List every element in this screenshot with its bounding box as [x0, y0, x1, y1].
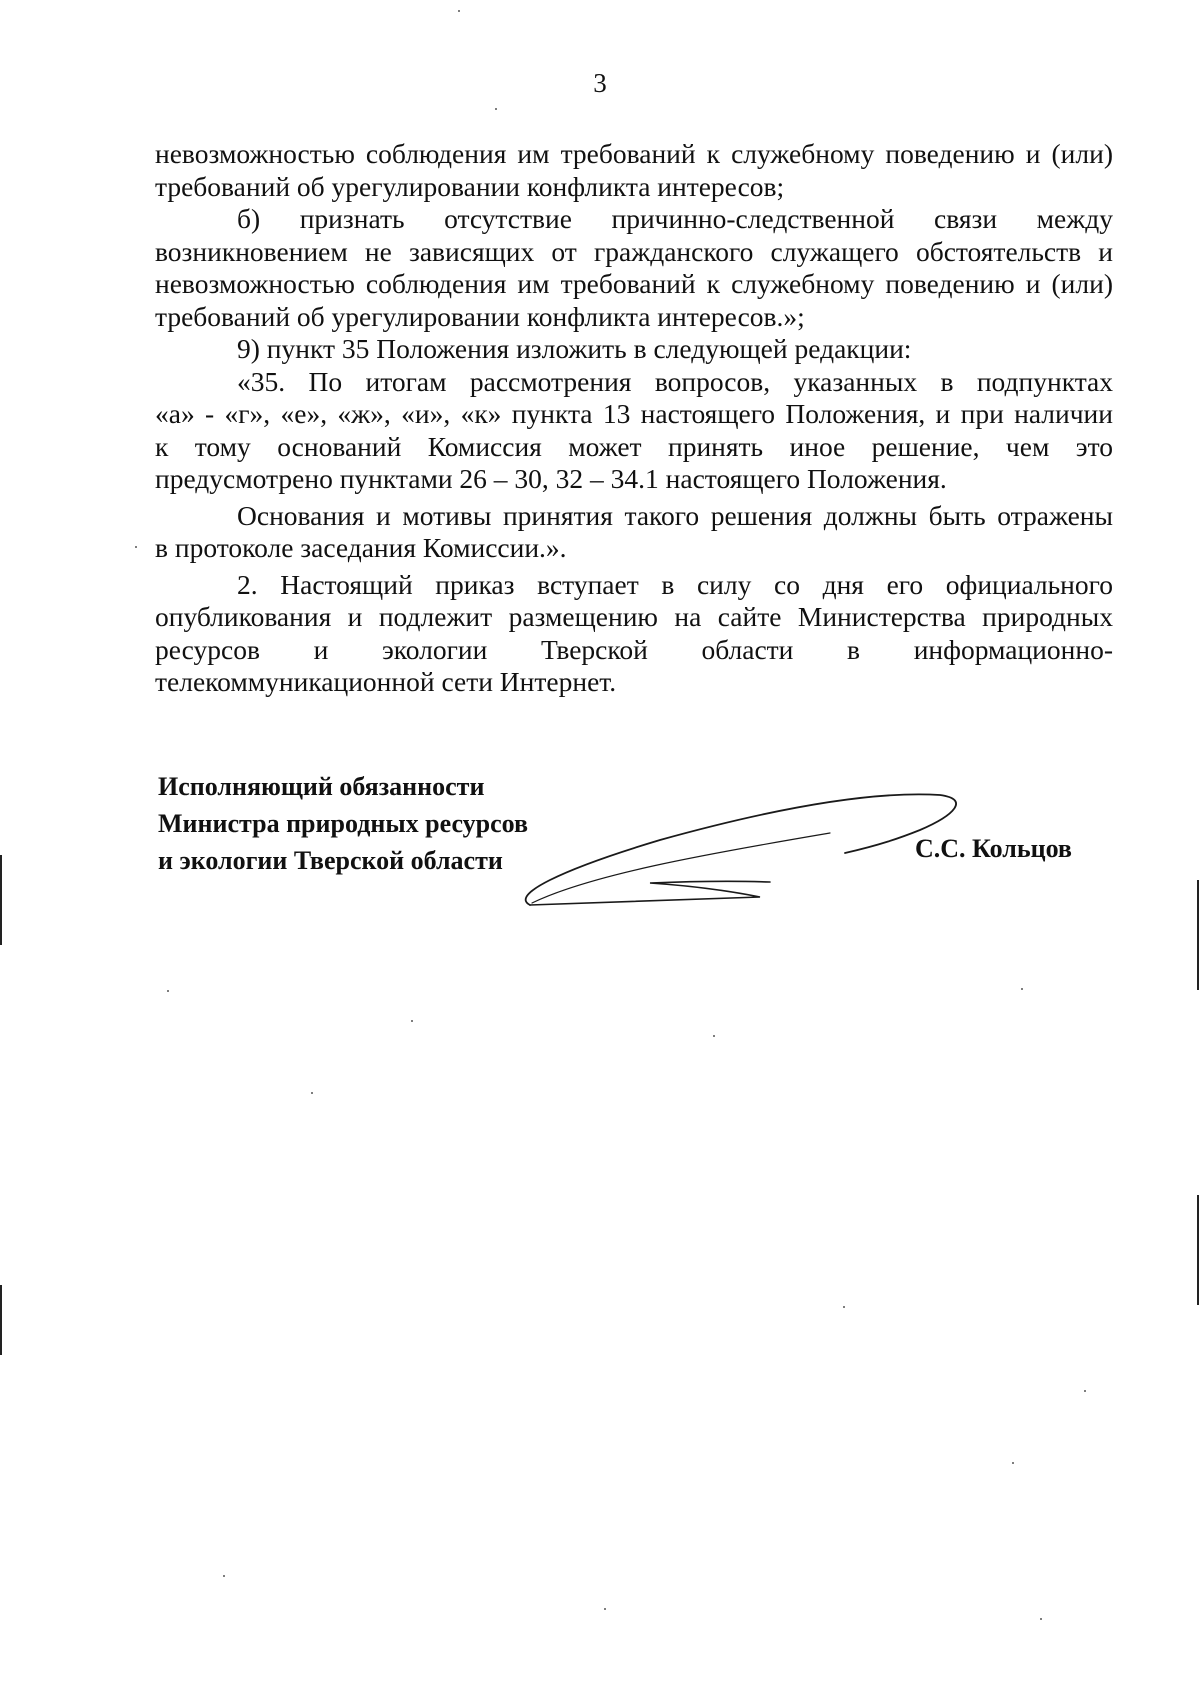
signatory-title-line: Министра природных ресурсов — [158, 809, 529, 838]
body-line: невозможностью соблюдения им требований к служебному поведению и (или) — [155, 268, 1113, 299]
scan-speck — [311, 1092, 313, 1094]
body-line: 2. Настоящий приказ вступает в силу со дня его официального — [237, 568, 1113, 600]
body-line: требований об урегулировании конфликта интересов.»; — [155, 300, 805, 332]
page-number: 3 — [593, 68, 607, 98]
body-line: предусмотрено пунктами 26 – 30, 32 – 34.1 настоящего Положения. — [155, 463, 947, 494]
scan-edge-mark — [0, 855, 2, 945]
scan-speck — [713, 1035, 715, 1037]
body-line: «а» - «г», «е», «ж», «и», «к» пункта 13 настоящего Положения, и при наличии — [155, 398, 1113, 429]
body-line: Основания и мотивы принятия такого решения должны быть отражены — [237, 499, 1113, 531]
signatory-title-line: Исполняющий обязанности — [158, 772, 485, 801]
signatory-name: С.С. Кольцов — [915, 834, 1072, 863]
handwritten-signature — [500, 785, 970, 920]
scan-speck — [843, 1306, 845, 1308]
body-line: «35. По итогам рассмотрения вопросов, указанных в подпунктах — [237, 365, 1113, 397]
body-line: б) признать отсутствие причинно-следственной связи между — [237, 203, 1113, 234]
body-line: опубликования и подлежит размещению на сайте Министерства природных — [155, 601, 1113, 632]
scan-speck — [604, 1608, 606, 1610]
scan-speck — [1084, 1390, 1086, 1392]
scan-speck — [495, 108, 497, 110]
body-line: требований об урегулировании конфликта интересов; — [155, 170, 785, 202]
signatory-title-line: и экологии Тверской области — [158, 846, 503, 875]
scan-speck — [167, 990, 169, 992]
scan-speck — [458, 10, 460, 12]
body-line: невозможностью соблюдения им требований к служебному поведению и (или) — [155, 138, 1113, 169]
scan-speck — [1021, 988, 1023, 990]
scan-speck — [1012, 1462, 1014, 1464]
body-line: возникновением не зависящих от гражданского служащего обстоятельств и — [155, 235, 1113, 267]
body-line: ресурсов и экологии Тверской области в информационно- — [155, 633, 1113, 665]
body-line: 9) пункт 35 Положения изложить в следующей редакции: — [237, 333, 912, 364]
scan-speck — [411, 1020, 413, 1022]
scan-speck — [1040, 1618, 1042, 1620]
scan-speck — [223, 1575, 225, 1577]
scan-edge-mark — [0, 1285, 2, 1355]
scan-speck — [135, 546, 137, 548]
scan-edge-mark — [1197, 1195, 1199, 1305]
signatory-title — [158, 768, 528, 879]
body-line: в протоколе заседания Комиссии.». — [155, 532, 567, 563]
document-body — [155, 138, 1113, 699]
scan-edge-mark — [1197, 880, 1199, 990]
body-line: телекоммуникационной сети Интернет. — [155, 666, 617, 697]
body-line: к тому оснований Комиссия может принять иное решение, чем это — [155, 430, 1113, 462]
